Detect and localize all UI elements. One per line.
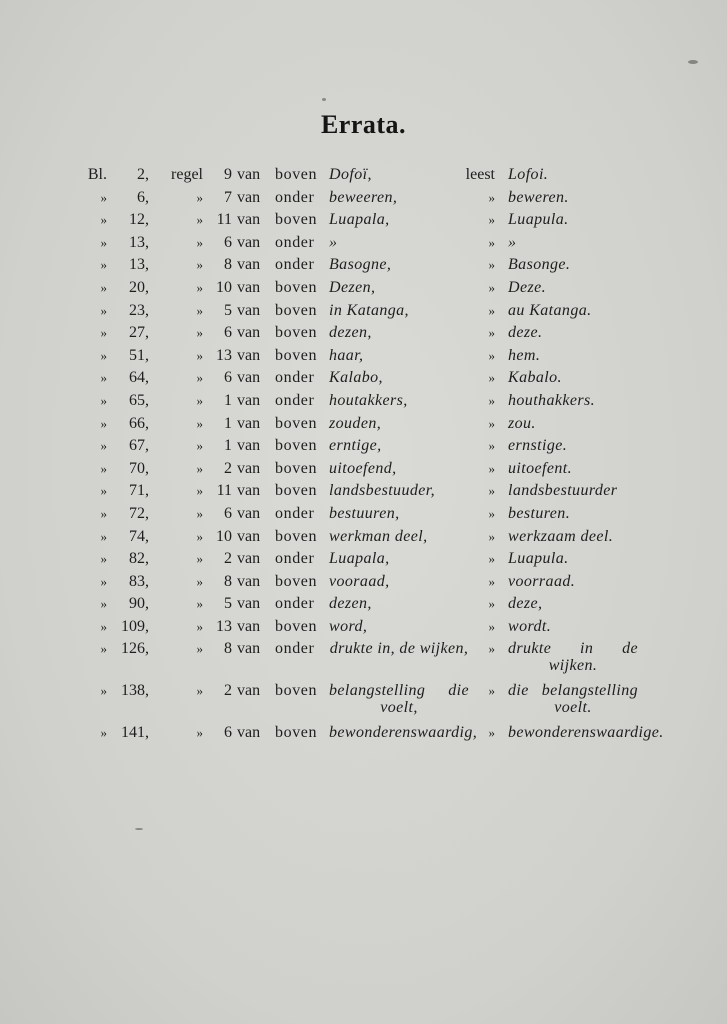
errata-cell-van: van <box>237 166 261 183</box>
errata-cell-right: Luapula. <box>508 211 569 229</box>
errata-row <box>0 526 727 549</box>
errata-cell-dir: boven <box>275 482 318 500</box>
errata-cell-line: 9 <box>224 166 232 183</box>
errata-cell-line: 8 <box>224 572 232 590</box>
errata-cell-dir: onder <box>275 504 315 522</box>
errata-cell-line: 6 <box>224 233 232 251</box>
errata-row <box>0 413 727 436</box>
errata-cell-wrong: word, <box>329 617 368 635</box>
errata-cell-bl: » <box>100 573 107 589</box>
errata-cell-dir: boven <box>275 278 318 296</box>
errata-cell-wrong: erntige, <box>329 437 382 455</box>
errata-cell-right: Deze. <box>508 278 546 296</box>
errata-cell-bl: » <box>100 641 107 657</box>
errata-cell-right: drukte in de wijken. <box>508 640 638 675</box>
errata-cell-leest: » <box>488 257 495 273</box>
errata-cell-page: 74, <box>129 527 149 545</box>
errata-cell-page: 138, <box>121 682 149 700</box>
errata-cell-right: wordt. <box>508 617 552 635</box>
errata-cell-bl: » <box>100 234 107 250</box>
errata-cell-dir: boven <box>275 437 318 455</box>
errata-cell-line: 1 <box>224 414 232 432</box>
errata-cell-dir: boven <box>275 346 318 364</box>
errata-cell-van: van <box>237 595 261 613</box>
errata-cell-right: die belangstelling voelt. <box>508 682 638 717</box>
paper-speck <box>322 98 326 101</box>
errata-cell-line: 10 <box>216 278 232 296</box>
errata-cell-van: van <box>237 233 261 251</box>
errata-cell-leest: » <box>488 347 495 363</box>
errata-cell-wrong: bestuuren, <box>329 504 400 522</box>
errata-cell-leest: » <box>488 483 495 499</box>
errata-cell-line: 11 <box>216 211 232 229</box>
errata-cell-page: 70, <box>129 459 149 477</box>
errata-cell-leest: » <box>488 505 495 521</box>
errata-cell-wrong: zouden, <box>329 414 382 432</box>
errata-cell-line: 6 <box>224 504 232 522</box>
errata-cell-line: 11 <box>216 482 232 500</box>
errata-cell-right: au Katanga. <box>508 301 592 319</box>
errata-cell-van: van <box>237 459 261 477</box>
errata-cell-bl: » <box>100 392 107 408</box>
errata-cell-line: 6 <box>224 324 232 342</box>
errata-cell-wrong: vooraad, <box>329 572 390 590</box>
errata-cell-regel: » <box>196 234 203 250</box>
errata-cell-bl: » <box>100 257 107 273</box>
errata-cell-right: » <box>508 233 517 251</box>
errata-cell-line: 1 <box>224 437 232 455</box>
errata-row <box>0 722 727 762</box>
errata-cell-bl: » <box>100 528 107 544</box>
errata-cell-bl: » <box>100 370 107 386</box>
errata-cell-wrong: in Katanga, <box>329 301 409 319</box>
errata-row <box>0 548 727 571</box>
errata-cell-wrong: werkman deel, <box>329 527 428 545</box>
errata-cell-page: 66, <box>129 414 149 432</box>
errata-row <box>0 187 727 210</box>
errata-cell-wrong: uitoefend, <box>329 459 397 477</box>
errata-cell-bl: » <box>100 618 107 634</box>
errata-cell-leest: » <box>488 596 495 612</box>
errata-cell-wrong: Luapala, <box>329 211 390 229</box>
errata-cell-regel: » <box>196 551 203 567</box>
errata-cell-bl: » <box>100 189 107 205</box>
errata-cell-page: 72, <box>129 504 149 522</box>
errata-cell-leest: » <box>488 234 495 250</box>
errata-cell-leest: » <box>488 528 495 544</box>
errata-cell-right: deze, <box>508 595 543 613</box>
errata-cell-regel: » <box>196 257 203 273</box>
errata-cell-right: beweren. <box>508 188 569 206</box>
errata-cell-leest: leest <box>465 166 495 183</box>
errata-cell-regel: » <box>196 460 203 476</box>
errata-cell-line: 6 <box>224 369 232 387</box>
errata-cell-page: 126, <box>121 640 149 658</box>
errata-row <box>0 638 727 680</box>
errata-cell-regel: » <box>196 189 203 205</box>
errata-cell-right: zou. <box>508 414 536 432</box>
errata-cell-wrong: drukte in, de wijken, <box>329 640 469 658</box>
errata-cell-right: werkzaam deel. <box>508 527 614 545</box>
errata-cell-line: 5 <box>224 301 232 319</box>
errata-cell-wrong: beweeren, <box>329 188 398 206</box>
errata-cell-leest: » <box>488 551 495 567</box>
errata-cell-page: 67, <box>129 437 149 455</box>
errata-cell-leest: » <box>488 641 495 657</box>
errata-cell-page: 65, <box>129 391 149 409</box>
errata-row <box>0 390 727 413</box>
errata-cell-line: 8 <box>224 256 232 274</box>
errata-cell-page: 2, <box>137 166 149 183</box>
errata-cell-wrong: Dezen, <box>329 278 376 296</box>
errata-cell-bl: » <box>100 683 107 699</box>
errata-cell-van: van <box>237 369 261 387</box>
errata-cell-right: houthakkers. <box>508 391 596 409</box>
errata-cell-dir: onder <box>275 640 315 658</box>
errata-cell-dir: boven <box>275 527 318 545</box>
errata-cell-van: van <box>237 437 261 455</box>
paper-speck <box>135 828 143 830</box>
errata-cell-leest: » <box>488 573 495 589</box>
errata-cell-van: van <box>237 391 261 409</box>
errata-cell-wrong: Luapala, <box>329 550 390 568</box>
errata-cell-leest: » <box>488 725 495 741</box>
errata-cell-regel: » <box>196 438 203 454</box>
errata-cell-right: deze. <box>508 324 543 342</box>
errata-cell-page: 83, <box>129 572 149 590</box>
errata-cell-van: van <box>237 682 261 700</box>
errata-cell-regel: » <box>196 596 203 612</box>
errata-row <box>0 277 727 300</box>
errata-row <box>0 680 727 722</box>
errata-cell-dir: onder <box>275 188 315 206</box>
errata-cell-right: Luapula. <box>508 550 569 568</box>
errata-cell-page: 64, <box>129 369 149 387</box>
errata-cell-wrong: » <box>329 233 338 251</box>
errata-cell-page: 6, <box>137 188 149 206</box>
errata-row <box>0 345 727 368</box>
errata-cell-line: 7 <box>224 188 232 206</box>
errata-cell-bl: » <box>100 302 107 318</box>
errata-cell-wrong: bewonderenswaardig, <box>329 724 478 742</box>
errata-cell-bl: » <box>100 325 107 341</box>
errata-cell-wrong: houtakkers, <box>329 391 408 409</box>
errata-row <box>0 322 727 345</box>
errata-cell-dir: boven <box>275 414 318 432</box>
errata-cell-dir: boven <box>275 724 318 742</box>
errata-cell-regel: » <box>196 528 203 544</box>
errata-cell-van: van <box>237 724 261 742</box>
errata-cell-line: 5 <box>224 595 232 613</box>
errata-cell-bl: » <box>100 551 107 567</box>
errata-cell-page: 13, <box>129 256 149 274</box>
errata-cell-dir: onder <box>275 550 315 568</box>
errata-cell-page: 51, <box>129 346 149 364</box>
errata-cell-dir: onder <box>275 595 315 613</box>
errata-row <box>0 503 727 526</box>
errata-cell-wrong: Kalabo, <box>329 369 383 387</box>
errata-cell-right: landsbestuurder <box>508 482 618 500</box>
errata-cell-line: 2 <box>224 550 232 568</box>
errata-cell-bl: » <box>100 725 107 741</box>
errata-cell-regel: » <box>196 415 203 431</box>
errata-cell-wrong: haar, <box>329 346 364 364</box>
errata-cell-right: bewonderenswaardige. <box>508 724 664 742</box>
errata-cell-bl: » <box>100 460 107 476</box>
errata-cell-regel: » <box>196 573 203 589</box>
errata-cell-right: Basonge. <box>508 256 571 274</box>
errata-cell-leest: » <box>488 279 495 295</box>
errata-row <box>0 300 727 323</box>
errata-cell-van: van <box>237 414 261 432</box>
errata-cell-regel: » <box>196 347 203 363</box>
errata-row <box>0 458 727 481</box>
errata-cell-regel: regel <box>171 166 203 183</box>
errata-cell-line: 13 <box>216 617 232 635</box>
errata-cell-dir: boven <box>275 572 318 590</box>
page-title: Errata. <box>320 110 407 139</box>
errata-cell-dir: boven <box>275 166 318 183</box>
errata-cell-van: van <box>237 482 261 500</box>
errata-cell-leest: » <box>488 438 495 454</box>
errata-cell-leest: » <box>488 302 495 318</box>
errata-cell-page: 13, <box>129 233 149 251</box>
errata-row <box>0 232 727 255</box>
errata-cell-page: 20, <box>129 278 149 296</box>
errata-cell-right: ernstige. <box>508 437 568 455</box>
errata-cell-bl: » <box>100 212 107 228</box>
errata-cell-right: besturen. <box>508 504 571 522</box>
errata-cell-line: 10 <box>216 527 232 545</box>
errata-cell-page: 109, <box>121 617 149 635</box>
errata-cell-regel: » <box>196 483 203 499</box>
errata-cell-dir: boven <box>275 211 318 229</box>
errata-row <box>0 435 727 458</box>
errata-row <box>0 164 727 187</box>
errata-cell-regel: » <box>196 279 203 295</box>
errata-cell-dir: onder <box>275 233 315 251</box>
errata-cell-van: van <box>237 301 261 319</box>
errata-cell-bl: » <box>100 415 107 431</box>
errata-cell-regel: » <box>196 392 203 408</box>
errata-cell-van: van <box>237 527 261 545</box>
errata-cell-van: van <box>237 572 261 590</box>
errata-cell-dir: boven <box>275 324 318 342</box>
errata-cell-line: 13 <box>216 346 232 364</box>
errata-cell-leest: » <box>488 618 495 634</box>
errata-cell-page: 82, <box>129 550 149 568</box>
errata-cell-regel: » <box>196 302 203 318</box>
errata-cell-bl: » <box>100 596 107 612</box>
errata-cell-bl: » <box>100 279 107 295</box>
errata-cell-leest: » <box>488 189 495 205</box>
errata-cell-page: 27, <box>129 324 149 342</box>
errata-cell-bl: » <box>100 438 107 454</box>
errata-cell-right: hem. <box>508 346 541 364</box>
errata-cell-page: 90, <box>129 595 149 613</box>
errata-cell-leest: » <box>488 392 495 408</box>
errata-cell-regel: » <box>196 370 203 386</box>
errata-cell-bl: Bl. <box>87 166 107 183</box>
errata-cell-regel: » <box>196 325 203 341</box>
errata-row <box>0 209 727 232</box>
errata-row <box>0 367 727 390</box>
errata-cell-dir: onder <box>275 391 315 409</box>
paper-speck <box>688 60 698 64</box>
errata-cell-right: Lofoi. <box>508 166 549 183</box>
errata-cell-dir: boven <box>275 459 318 477</box>
errata-cell-page: 141, <box>121 724 149 742</box>
errata-cell-line: 8 <box>224 640 232 658</box>
errata-cell-regel: » <box>196 725 203 741</box>
errata-cell-wrong: belangstelling die voelt, <box>329 682 469 717</box>
errata-cell-line: 2 <box>224 459 232 477</box>
errata-cell-regel: » <box>196 618 203 634</box>
errata-cell-regel: » <box>196 505 203 521</box>
errata-cell-van: van <box>237 211 261 229</box>
errata-cell-bl: » <box>100 505 107 521</box>
errata-cell-van: van <box>237 550 261 568</box>
errata-cell-right: voorraad. <box>508 572 576 590</box>
errata-row <box>0 254 727 277</box>
errata-cell-leest: » <box>488 415 495 431</box>
errata-cell-leest: » <box>488 325 495 341</box>
errata-cell-dir: onder <box>275 369 315 387</box>
errata-cell-van: van <box>237 617 261 635</box>
errata-cell-line: 6 <box>224 724 232 742</box>
errata-cell-bl: » <box>100 483 107 499</box>
errata-cell-leest: » <box>488 683 495 699</box>
errata-cell-page: 71, <box>129 482 149 500</box>
errata-cell-dir: onder <box>275 256 315 274</box>
errata-cell-page: 12, <box>129 211 149 229</box>
errata-cell-right: Kabalo. <box>508 369 562 387</box>
errata-cell-wrong: landsbestuuder, <box>329 482 435 500</box>
errata-cell-leest: » <box>488 370 495 386</box>
errata-cell-dir: boven <box>275 301 318 319</box>
errata-cell-regel: » <box>196 641 203 657</box>
errata-cell-dir: boven <box>275 617 318 635</box>
errata-cell-regel: » <box>196 683 203 699</box>
errata-cell-right: uitoefent. <box>508 459 572 477</box>
errata-cell-wrong: dezen, <box>329 595 372 613</box>
errata-cell-bl: » <box>100 347 107 363</box>
errata-cell-leest: » <box>488 212 495 228</box>
errata-cell-wrong: Basogne, <box>329 256 392 274</box>
errata-cell-van: van <box>237 346 261 364</box>
errata-cell-wrong: dezen, <box>329 324 372 342</box>
errata-cell-wrong: Dofoï, <box>329 166 372 183</box>
errata-cell-line: 2 <box>224 682 232 700</box>
errata-cell-van: van <box>237 256 261 274</box>
errata-row <box>0 480 727 503</box>
errata-cell-van: van <box>237 188 261 206</box>
errata-table <box>0 164 727 762</box>
errata-cell-line: 1 <box>224 391 232 409</box>
errata-cell-van: van <box>237 640 261 658</box>
errata-cell-leest: » <box>488 460 495 476</box>
errata-cell-van: van <box>237 324 261 342</box>
errata-row <box>0 616 727 639</box>
errata-cell-regel: » <box>196 212 203 228</box>
errata-cell-van: van <box>237 504 261 522</box>
errata-cell-page: 23, <box>129 301 149 319</box>
errata-row <box>0 571 727 594</box>
errata-row <box>0 593 727 616</box>
errata-cell-dir: boven <box>275 682 318 700</box>
errata-cell-van: van <box>237 278 261 296</box>
